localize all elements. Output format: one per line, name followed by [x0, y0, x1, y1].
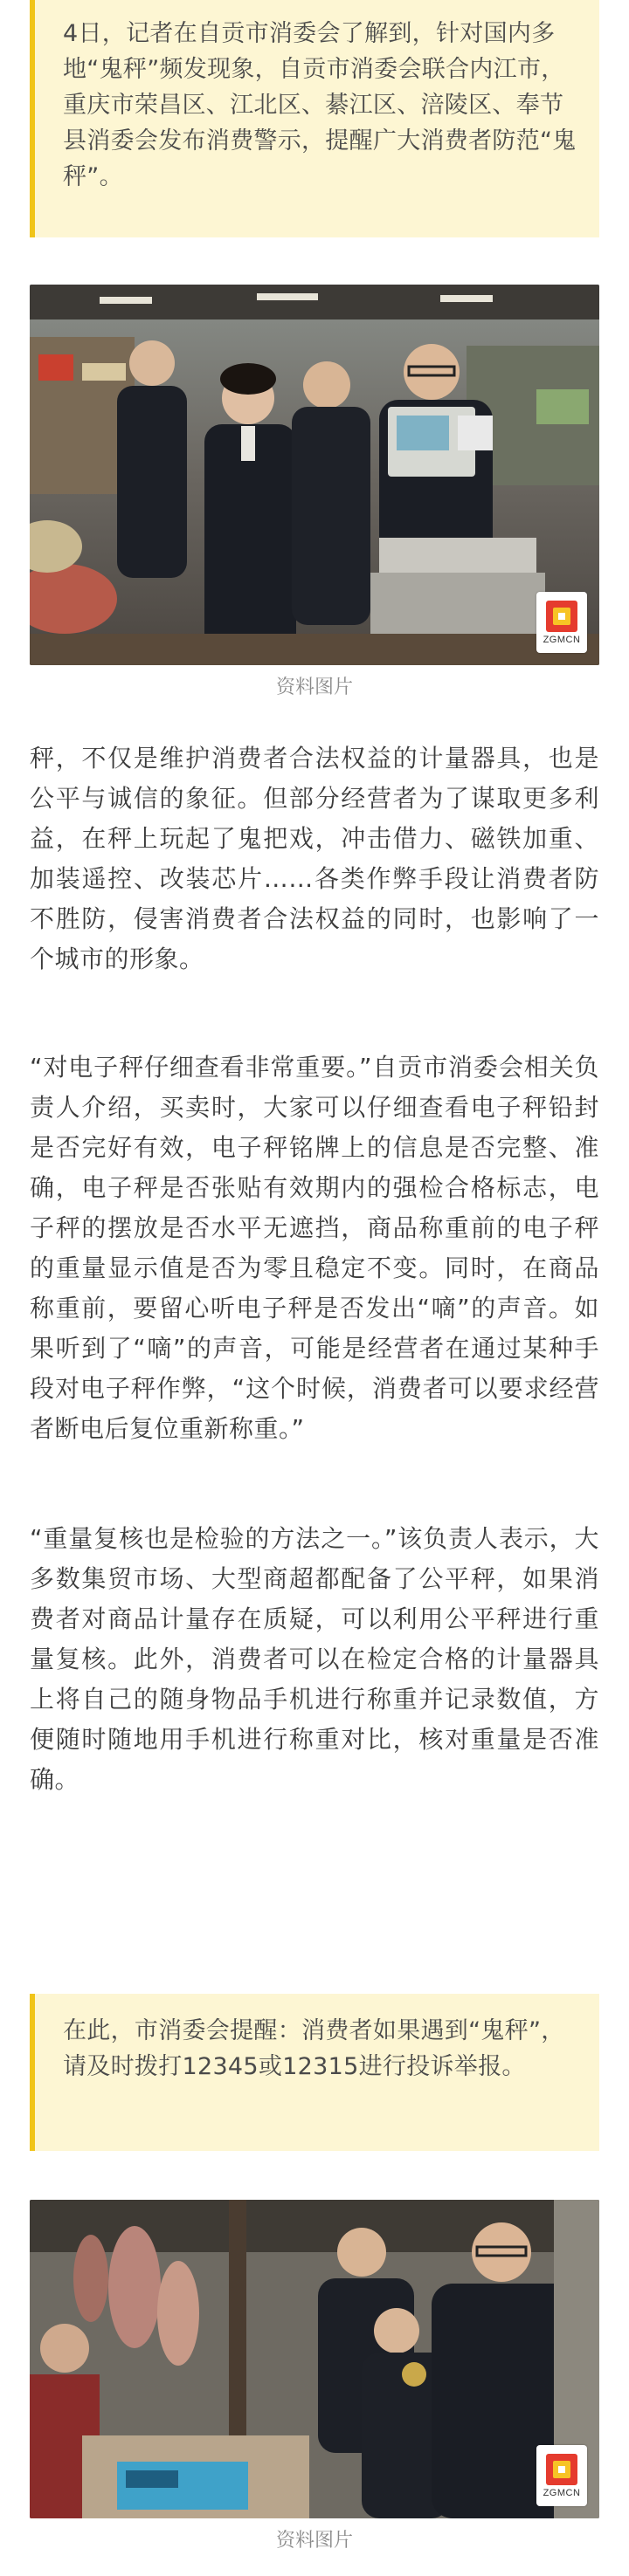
reminder-callout: [30, 1994, 599, 2151]
zgmcn-logo: [536, 592, 587, 653]
lead-callout: [30, 0, 599, 237]
photo-caption-2: 资料图片: [275, 2530, 353, 2552]
lead-callout-text: 4日，记者在自贡市消委会了解到，针对国内多地“鬼秤”频发现象，自贡市消委会联合内江市，重庆市荣昌区、江北区、綦江区、涪陵区、奉节县消委会发布消费警示，提醒广大消费者防范“鬼秤”。: [63, 20, 577, 190]
zgmcn-logo-text: ZGMCN: [543, 634, 581, 645]
meat-stall-illustration: [30, 2200, 599, 2518]
meat-stall-inspection-photo: [30, 2200, 599, 2518]
zgmcn-logo-icon-2: [546, 2454, 577, 2485]
body-paragraph-1: 秤，不仅是维护消费者合法权益的计量器具，也是公平与诚信的象征。但部分经营者为了谋取更多利益，在秤上玩起了鬼把戏，冲击借力、磁铁加重、加装遥控、改装芯片……各类作弊手段让消费者防不胜防，侵害消费者合法权益的同时，也影响了一个城市的形象。: [30, 744, 599, 973]
body-paragraph-2: “对电子秤仔细查看非常重要。”自贡市消委会相关负责人介绍，买卖时，大家可以仔细查看电子秤铅封是否完好有效，电子秤铭牌上的信息是否完整、准确，电子秤是否张贴有效期内的强检合格标志，电子秤的摆放是否水平无遮挡，商品称重前的电子秤的重量显示值是否为零且稳定不变。同时，在商品称重前，要留心听电子秤是否发出“嘀”的声音。如果听到了“嘀”的声音，可能是经营者在通过某种手段对电子秤作弊，“这个时候，消费者可以要求经营者断电后复位重新称重。”: [30, 1053, 599, 1443]
zgmcn-logo-2: [536, 2445, 587, 2506]
market-inspection-illustration: [30, 285, 599, 665]
zgmcn-logo-text-2: ZGMCN: [543, 2487, 581, 2498]
zgmcn-logo-icon: [546, 601, 577, 632]
photo-caption-1: 资料图片: [275, 677, 353, 698]
body-paragraph-3: “重量复核也是检验的方法之一。”该负责人表示，大多数集贸市场、大型商超都配备了公平秤，如果消费者对商品计量存在质疑，可以利用公平秤进行重量复核。此外，消费者可以在检定合格的计量器具上将自己的随身物品手机进行称重并记录数值，方便随时随地用手机进行称重对比，核对重量是否准确。: [30, 1524, 599, 1794]
reminder-callout-text: 在此，市消委会提醒：消费者如果遇到“鬼秤”，请及时拨打12345或12315进行投诉举报。: [63, 2017, 565, 2080]
market-inspection-photo: [30, 285, 599, 665]
